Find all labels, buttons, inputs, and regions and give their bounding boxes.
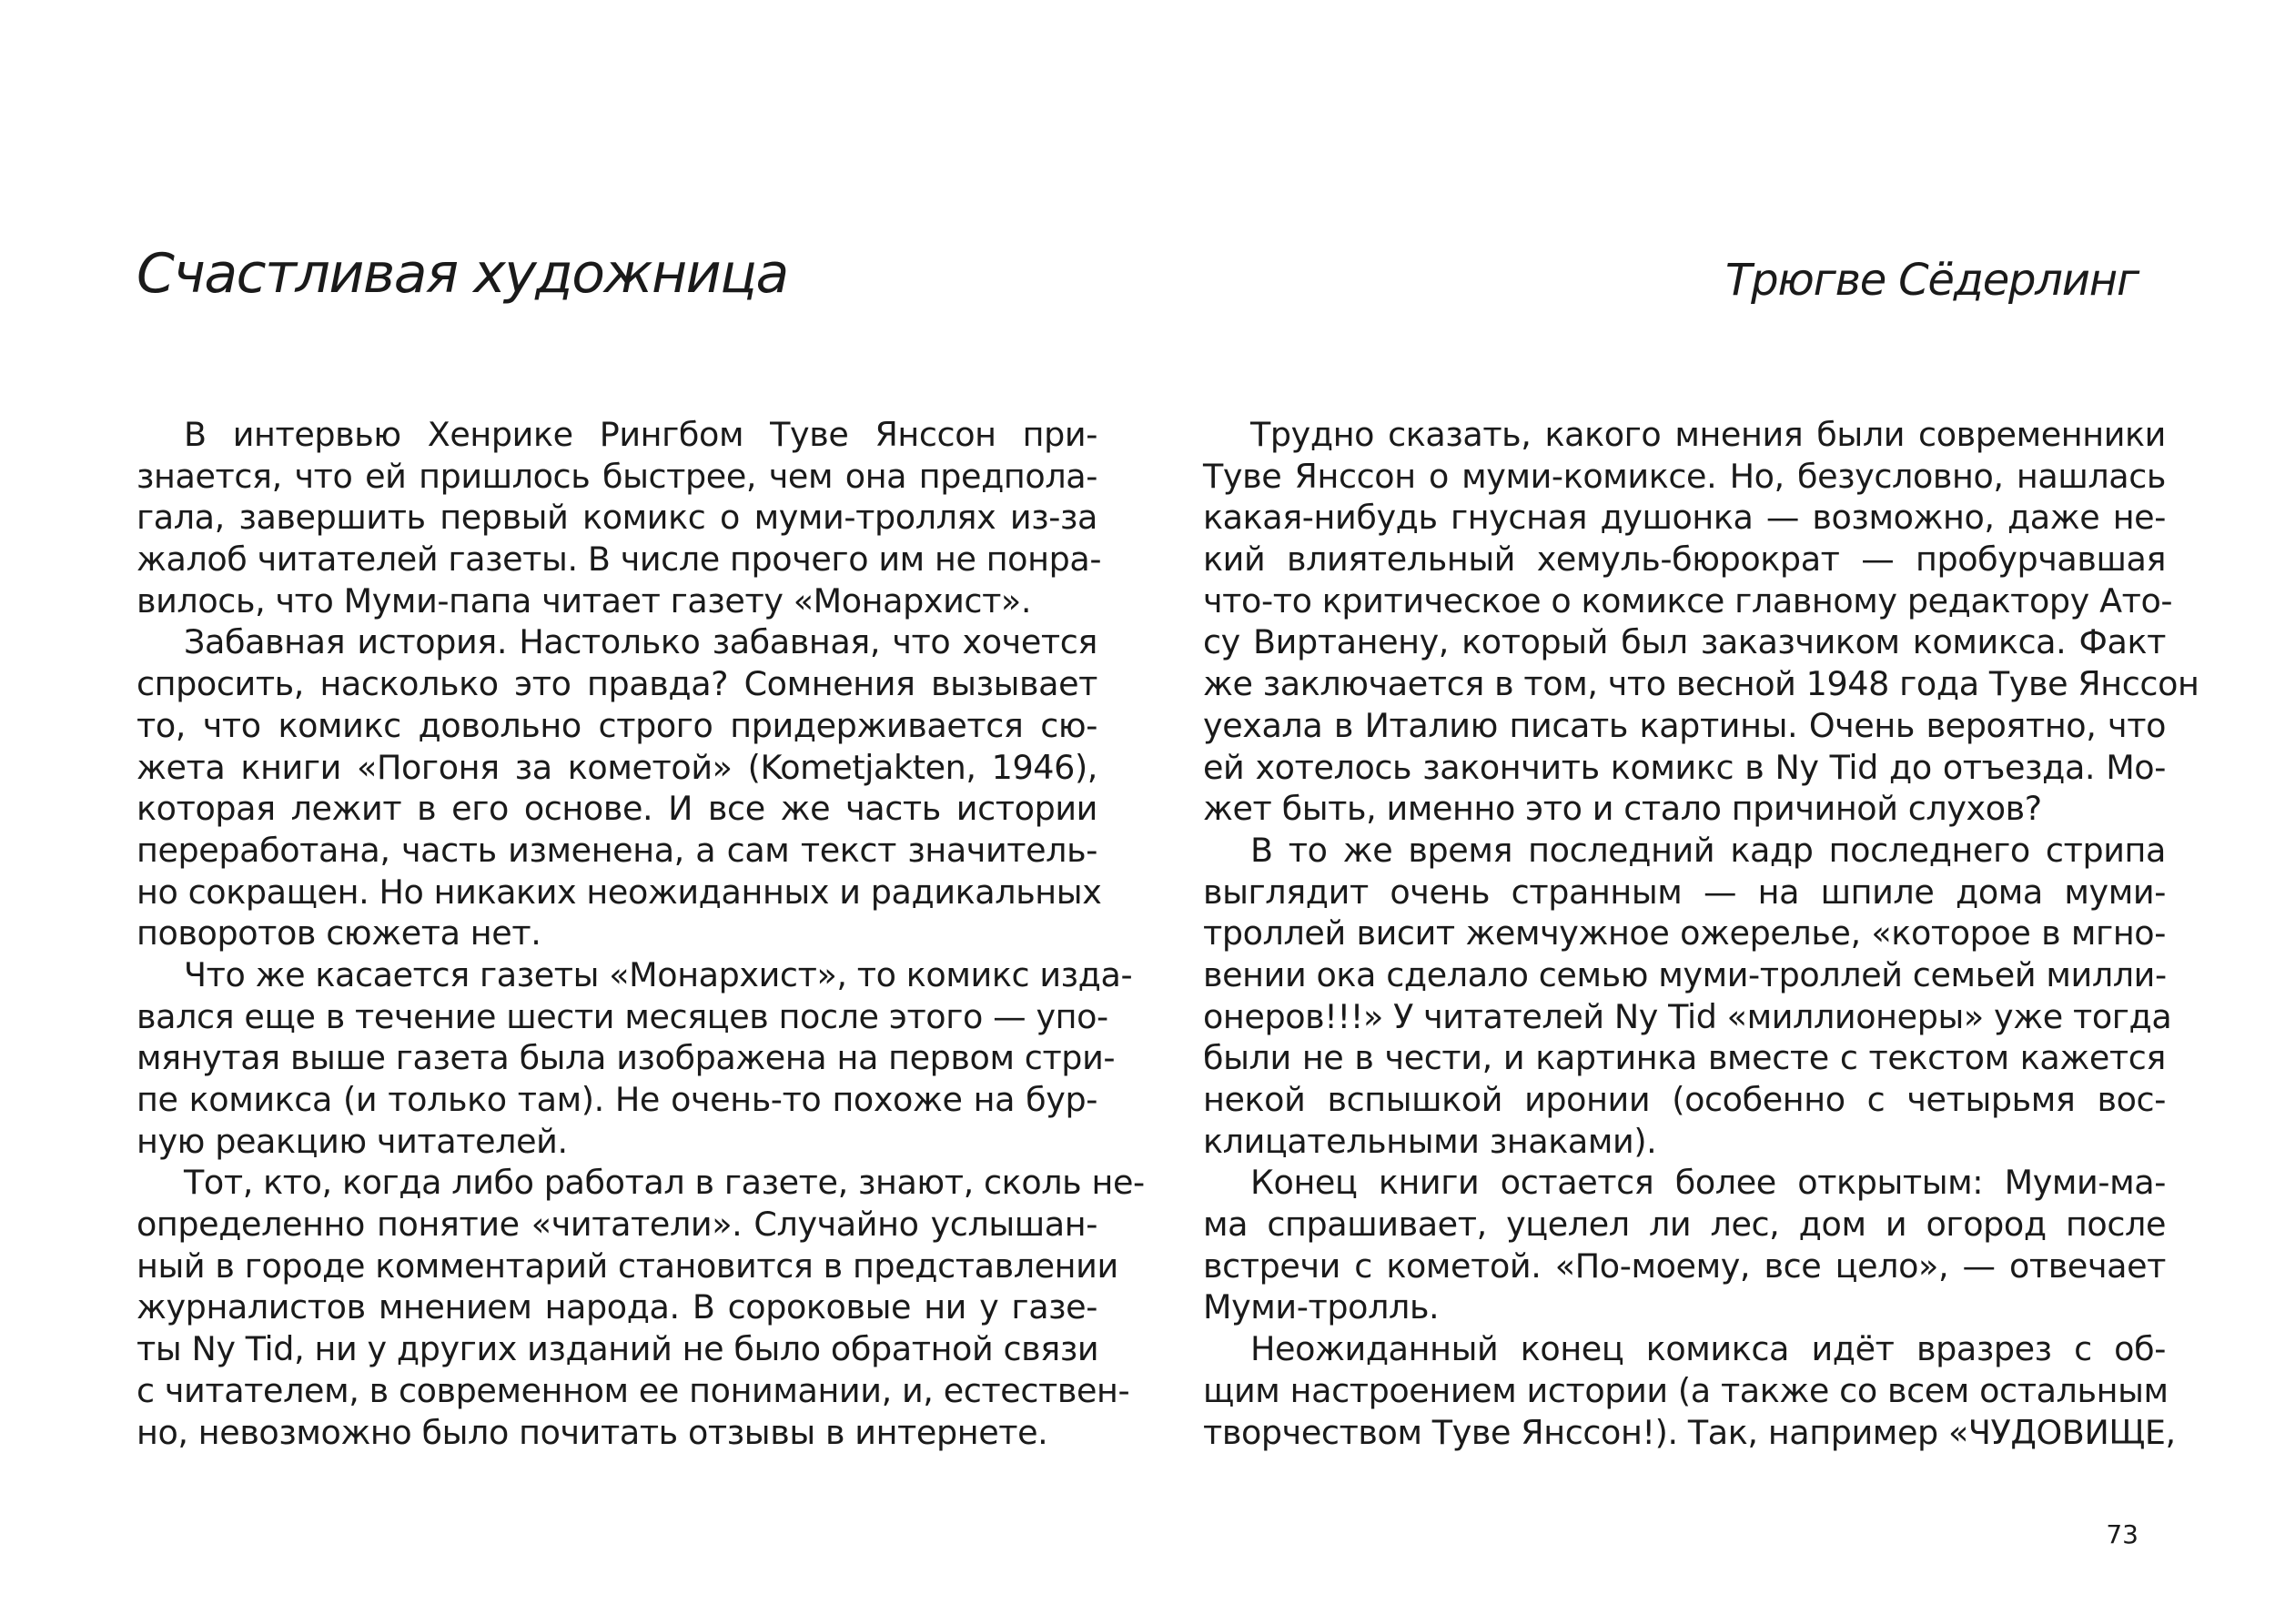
text-line: ты Ny Tid, ни у других изданий не было обратной связи <box>136 1329 1099 1369</box>
text-line: В то же время последний кадр последнего стрипа <box>1250 830 2166 870</box>
text-line: ма спрашивает, уцелел ли лес, дом и огород после <box>1203 1205 2166 1245</box>
paragraph <box>1203 1328 2176 1453</box>
text-line: некой вспышкой иронии (особенно с четырьмя вос- <box>1203 1080 2166 1119</box>
text-line: клицательными знаками). <box>1203 1121 1657 1161</box>
text-line: су Виртанену, который был заказчиком комикса. Факт <box>1203 622 2166 662</box>
text-line: Неожиданный конец комикса идёт вразрез с об- <box>1250 1329 2166 1369</box>
text-line: с читателем, в современном ее понимании, и, естествен- <box>136 1370 1130 1410</box>
text-line: поворотов сюжета нет. <box>136 913 541 953</box>
text-line: определенно понятие «читатели». Случайно услышан- <box>136 1205 1097 1245</box>
text-line: Что же касается газеты «Монархист», то комикс изда- <box>184 954 1133 994</box>
text-line: уехала в Италию писать картины. Очень вероятно, что <box>1203 705 2166 745</box>
author-name: Трюгве Сёдерлинг <box>1724 255 2138 306</box>
text-line: троллей висит жемчужное ожерелье, «которое в мгно- <box>1203 913 2166 953</box>
paragraph <box>1203 414 2199 830</box>
text-line: но, невозможно было почитать отзывы в интернете. <box>136 1412 1048 1452</box>
text-line: были не в чести, и картинка вместе с текстом кажется <box>1203 1038 2166 1078</box>
text-line: творчеством Туве Янссон!). Так, например «ЧУДОВИЩЕ, <box>1203 1412 2176 1452</box>
text-line: Тот, кто, когда либо работал в газете, знают, сколь не- <box>184 1163 1145 1203</box>
text-line: жета книги «Погоня за кометой» (Kometjakten, 1946), <box>136 747 1097 787</box>
text-line: которая лежит в его основе. И все же часть истории <box>136 789 1097 829</box>
text-line: ную реакцию читателей. <box>136 1121 568 1161</box>
text-line: какая-нибудь гнусная душонка — возможно, даже не- <box>1203 498 2166 538</box>
text-line: встречи с кометой. «По-моему, все цело», — отвечает <box>1203 1246 2166 1286</box>
paragraph <box>136 954 1133 1162</box>
text-line: жет быть, именно это и стало причиной слухов? <box>1203 789 2042 829</box>
text-line: щим настроением истории (а также со всем остальным <box>1203 1370 2169 1410</box>
text-line: журналистов мнением народа. В сороковые ни у газе- <box>136 1287 1097 1327</box>
text-line: то, что комикс довольно строго придерживается сю- <box>136 705 1097 745</box>
chapter-title: Счастливая художница <box>136 242 788 306</box>
paragraph <box>1203 1162 2166 1328</box>
text-line: ей хотелось закончить комикс в Ny Tid до отъезда. Мо- <box>1203 747 2166 787</box>
right-text-column <box>1203 414 2199 1453</box>
text-line: гала, завершить первый комикс о муми-троллях из-за <box>136 498 1097 538</box>
text-line: мянутая выше газета была изображена на первом стри- <box>136 1038 1116 1078</box>
text-line: вилось, что Муми-папа читает газету «Монархист». <box>136 580 1032 620</box>
paragraph <box>1203 830 2172 1163</box>
text-line: выглядит очень странным — на шпиле дома муми- <box>1203 872 2166 912</box>
paragraph <box>136 414 1102 621</box>
text-line: жалоб читателей газеты. В числе прочего им не понра- <box>136 540 1102 580</box>
text-line: пе комикса (и только там). Не очень-то похоже на бур- <box>136 1080 1097 1119</box>
text-line: переработана, часть изменена, а сам текст значитель- <box>136 830 1097 870</box>
text-line: онеров!!!» У читателей Ny Tid «миллионеры» уже тогда <box>1203 996 2172 1036</box>
text-line: Забавная история. Настолько забавная, что хочется <box>184 622 1097 662</box>
text-line: Конец книги остается более открытым: Муми-ма- <box>1250 1163 2166 1203</box>
text-line: спросить, насколько это правда? Сомнения вызывает <box>136 664 1097 704</box>
page-number: 73 <box>2106 1519 2138 1549</box>
text-line: что-то критическое о комиксе главному редактору Ато- <box>1203 580 2173 620</box>
text-line: Трудно сказать, какого мнения были современники <box>1250 415 2166 454</box>
text-line: Туве Янссон о муми-комиксе. Но, безусловно, нашлась <box>1203 456 2166 496</box>
text-line: вении ока сделало семью муми-троллей семьей милли- <box>1203 954 2167 994</box>
text-line: вался еще в течение шести месяцев после этого — упо- <box>136 996 1108 1036</box>
text-line: В интервью Хенрике Рингбом Туве Янссон при- <box>184 415 1097 454</box>
paragraph <box>136 1162 1145 1453</box>
text-line: знается, что ей пришлось быстрее, чем она предпола- <box>136 456 1097 496</box>
left-text-column <box>136 414 1145 1453</box>
text-line: кий влиятельный хемуль-бюрократ — пробурчавшая <box>1203 540 2166 580</box>
text-line: Муми-тролль. <box>1203 1287 1440 1327</box>
text-line: же заключается в том, что весной 1948 года Туве Янссон <box>1203 664 2199 704</box>
text-line: ный в городе комментарий становится в представлении <box>136 1246 1118 1286</box>
paragraph <box>136 621 1102 954</box>
text-line: но сокращен. Но никаких неожиданных и радикальных <box>136 872 1102 912</box>
